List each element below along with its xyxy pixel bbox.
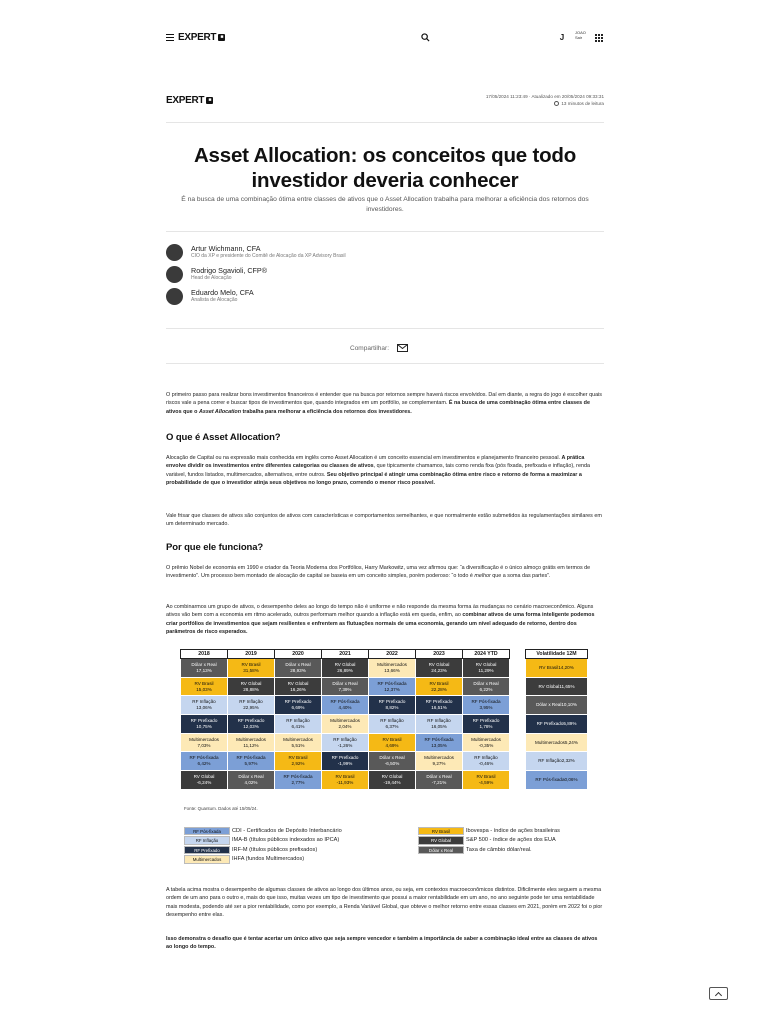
year-header: 2020 — [275, 650, 322, 659]
asset-class-label: RF Prefixado — [472, 717, 500, 723]
return-value: -19,44% — [383, 779, 401, 785]
asset-class-label: RV Global — [193, 773, 215, 779]
legend-text: Taxa de câmbio dólar/real. — [466, 846, 532, 853]
volatility-table — [525, 649, 588, 790]
asset-class-label: RV Global — [475, 661, 497, 667]
return-value: -0,35% — [478, 742, 494, 748]
return-value: 3,95% — [479, 705, 493, 711]
return-value: 8,82% — [385, 705, 399, 711]
asset-class-label: Dólar x Real — [285, 661, 311, 667]
asset-class-label: Dólar x Real — [536, 702, 562, 708]
table-row — [181, 752, 510, 771]
paragraph: Vale frisar que classes de ativos são conjuntos de ativos com características e comportamentos semelhantes, e que normalmente estão submetidos às regulamentações similares em um determinado mercado. — [166, 513, 602, 528]
return-value: -1,26% — [337, 742, 353, 748]
return-value: 17,13% — [196, 667, 212, 673]
table-cell — [369, 733, 416, 752]
vol-header: Volatilidade 12M — [526, 650, 588, 659]
chevron-up-icon — [715, 991, 722, 998]
table-row — [181, 733, 510, 752]
author-name: Artur Wichmann, CFA — [191, 244, 261, 253]
return-value: 13,66% — [384, 667, 400, 673]
table-cell — [322, 752, 369, 771]
legend-text: IRF-M (títulos públicos prefixados) — [232, 846, 318, 853]
asset-class-label: RV Brasil — [539, 664, 559, 670]
asset-class-label: RF Pós-fixada — [330, 699, 360, 705]
asset-class-label: RF Inflação — [380, 717, 404, 723]
section-heading: Por que ele funciona? — [166, 542, 264, 553]
return-value: 11,65% — [559, 683, 575, 689]
asset-class-label: RV Brasil — [288, 755, 308, 761]
table-row — [526, 733, 588, 752]
table-cell — [369, 659, 416, 678]
legend-text: S&P 500 - índice de ações dos EUA — [466, 837, 556, 844]
author-photo — [166, 244, 183, 261]
table-cell — [526, 696, 588, 715]
table-cell — [416, 715, 463, 734]
asset-class-label: RF Inflação — [538, 758, 562, 764]
table-row — [181, 659, 510, 678]
asset-class-label: RF Pós-fixada — [535, 776, 565, 782]
table-cell — [463, 659, 510, 678]
author-photo — [166, 288, 183, 305]
table-cell — [369, 677, 416, 696]
return-value: 4,02% — [244, 779, 258, 785]
user-avatar[interactable]: J — [559, 33, 565, 42]
table-cell — [275, 677, 322, 696]
section-heading: O que é Asset Allocation? — [166, 432, 281, 443]
return-value: 6,42% — [197, 761, 211, 767]
asset-class-label: RV Global — [334, 661, 356, 667]
table-cell — [275, 752, 322, 771]
return-value: 7,03% — [197, 742, 211, 748]
return-value: 24,23% — [431, 667, 447, 673]
year-header: 2023 — [416, 650, 463, 659]
divider — [166, 122, 604, 123]
year-header: 2024 YTD — [463, 650, 510, 659]
asset-class-label: Dólar x Real — [238, 773, 264, 779]
asset-class-label: RF Pós-fixada — [424, 736, 454, 742]
return-value: 16,26% — [290, 686, 306, 692]
scroll-to-top-button[interactable] — [709, 987, 728, 1000]
table-cell — [416, 659, 463, 678]
asset-class-label: RF Pós-fixada — [189, 755, 219, 761]
legend-item — [418, 826, 560, 836]
divider — [166, 231, 604, 232]
table-cell — [416, 677, 463, 696]
asset-class-label: RF Prefixado — [190, 717, 218, 723]
asset-class-label: RV Brasil — [382, 736, 402, 742]
asset-class-label: RF Inflação — [239, 699, 263, 705]
return-value: -11,93% — [336, 779, 354, 785]
asset-class-label: RV Global — [287, 680, 309, 686]
table-row — [181, 771, 510, 790]
asset-class-label: RF Inflação — [427, 717, 451, 723]
legend-right — [418, 826, 560, 855]
share-bar — [350, 344, 408, 352]
return-value: 10,10% — [561, 702, 577, 708]
return-value: 2,92% — [291, 761, 305, 767]
table-row — [526, 677, 588, 696]
asset-class-label: RF Inflação — [333, 736, 357, 742]
return-value: 22,95% — [243, 705, 259, 711]
menu-icon[interactable] — [166, 34, 174, 41]
table-row — [526, 696, 588, 715]
legend-swatch: RF Pós-fixada — [184, 827, 230, 836]
table-cell — [228, 715, 275, 734]
return-value: 1,78% — [479, 723, 493, 729]
table-cell — [228, 752, 275, 771]
mail-icon[interactable] — [397, 344, 408, 352]
table-row — [526, 715, 588, 734]
asset-class-label: Multimercados — [471, 736, 501, 742]
return-value: 13,05% — [431, 742, 447, 748]
article-title: Asset Allocation: os conceitos que todo investidor deveria conhecer — [193, 144, 577, 192]
author-role: Head de Alocação — [191, 275, 232, 281]
legend-swatch: RV Brasil — [418, 827, 464, 836]
author-name: Rodrigo Sgavioli, CFP® — [191, 266, 268, 275]
paragraph: Ao combinarmos um grupo de ativos, o desempenho deles ao longo do tempo não é uniforme e não responde da mesma forma às mudanças no cenário macroeconômico. Alguns ativos vão bem com a economia em ritmo acelerado, outros performam melhor quando a inflação está em queda, enfim, ao combinar ativos de uma forma inteligente podemos criar portfólios de investimentos que sejam resilientes e enfrentem as flutuações normais de uma economia, gerando um nível adequado de retorno, dentro dos parâmetros de risco esperados. — [166, 604, 595, 636]
legend-text: CDI - Certificados de Depósito Interbancário — [232, 827, 342, 834]
table-cell — [228, 677, 275, 696]
clock-icon — [554, 101, 559, 106]
table-cell — [322, 771, 369, 790]
legend-text: IMA-B (títulos públicos indexados ao IPCA) — [232, 837, 340, 844]
return-value: 2,77% — [291, 779, 305, 785]
asset-class-label: Multimercados — [236, 736, 266, 742]
expert-logo[interactable]: EXPERT ■ — [178, 32, 225, 43]
paragraph: O primeiro passo para realizar bons investimentos financeiros é entender que na busca por retornos sempre haverá riscos envolvidos. Daí em diante, a regra do jogo é escolher quais riscos vale a pena correr e buscar tipos de investimentos que, quando integrados em um portfólio, se complementam. É na busca de uma combinação ótima entre classes de ativos que o Asset Allocation trabalha para melhorar a eficiência dos retornos dos investidores. — [166, 392, 602, 415]
return-value: 6,37% — [385, 723, 399, 729]
asset-class-label: RV Brasil — [476, 773, 496, 779]
table-cell — [181, 771, 228, 790]
asset-class-label: Dólar x Real — [332, 680, 358, 686]
return-value: 16,05% — [431, 723, 447, 729]
asset-class-label: Dólar x Real — [191, 661, 217, 667]
asset-class-label: RV Brasil — [241, 661, 261, 667]
paragraph: Isso demonstra o desafio que é tentar acertar um único ativo que seja sempre vencedor e também a importância de saber a combinação ideal entre as classes de ativos ao longo do tempo. — [166, 936, 598, 951]
asset-class-label: RV Brasil — [194, 680, 214, 686]
return-value: -7,21% — [431, 779, 447, 785]
table-cell — [181, 677, 228, 696]
table-cell — [181, 752, 228, 771]
share-label: Compartilhar: — [350, 344, 390, 352]
author-card[interactable] — [166, 288, 254, 305]
table-row — [181, 677, 510, 696]
author-card[interactable] — [166, 266, 267, 283]
top-navigation — [0, 0, 768, 70]
search-icon[interactable] — [421, 33, 430, 42]
legend-item — [184, 855, 342, 865]
table-cell — [275, 715, 322, 734]
legend-swatch: Dólar x Real — [418, 846, 464, 855]
asset-class-label: Dólar x Real — [473, 680, 499, 686]
return-value: 15,03% — [196, 686, 212, 692]
year-header: 2018 — [181, 650, 228, 659]
table-cell — [322, 696, 369, 715]
asset-class-label: RF Pós-fixada — [471, 699, 501, 705]
legend-item — [418, 845, 560, 855]
return-value: 28,93% — [290, 667, 306, 673]
table-row — [526, 659, 588, 678]
table-cell — [463, 752, 510, 771]
table-cell — [322, 677, 369, 696]
table-cell — [416, 733, 463, 752]
return-value: 13,06% — [196, 705, 212, 711]
table-cell — [275, 771, 322, 790]
table-row — [526, 771, 588, 790]
publish-date: 17/05/2024 11:23:49 · Atualizado em 20/05/2024 09:33:31 — [485, 94, 604, 99]
paragraph: O prêmio Nobel de economia em 1990 e criador da Teoria Moderna dos Portfólios, Harry Markowitz, uma vez afirmou que: “a diversificação é o único almoço grátis em termos de investimento”. Um processo bem montado de alocação de capital se baseia em um conceito simples, porém poderoso: “o todo é melhor que a soma das partes”. — [166, 565, 591, 580]
table-cell — [181, 715, 228, 734]
table-cell — [526, 715, 588, 734]
year-header: 2022 — [369, 650, 416, 659]
legend-swatch: Multimercados — [184, 855, 230, 864]
asset-class-label: RV Global — [381, 773, 403, 779]
table-cell — [463, 677, 510, 696]
return-value: 5,97% — [244, 761, 258, 767]
table-row — [526, 752, 588, 771]
table-cell — [463, 696, 510, 715]
asset-class-label: RF Inflação — [192, 699, 216, 705]
return-value: 28,88% — [243, 686, 259, 692]
asset-class-label: Multimercados — [283, 736, 313, 742]
article-dates — [486, 93, 604, 107]
table-cell — [526, 771, 588, 790]
divider — [166, 363, 604, 364]
return-value: 5,24% — [564, 739, 578, 745]
table-cell — [369, 696, 416, 715]
return-value: 26,89% — [337, 667, 353, 673]
divider — [166, 328, 604, 329]
legend-swatch: RF Inflação — [184, 836, 230, 845]
author-card[interactable] — [166, 244, 346, 261]
table-cell — [228, 733, 275, 752]
asset-class-label: Multimercados — [189, 736, 219, 742]
asset-class-label: Dólar x Real — [379, 755, 405, 761]
asset-class-label: RF Prefixado — [284, 699, 312, 705]
asset-class-label: Multimercados — [535, 739, 565, 745]
return-value: 9,27% — [432, 761, 446, 767]
table-cell — [181, 696, 228, 715]
user-name-logout[interactable]: JOAO Sair — [575, 30, 586, 40]
table-cell — [228, 771, 275, 790]
table-cell — [369, 715, 416, 734]
table-cell — [526, 733, 588, 752]
legend-swatch: RF Prefixado — [184, 846, 230, 855]
legend-text: Ibovespa - índice de ações brasileiras — [466, 827, 560, 834]
return-value: 2,32% — [561, 758, 575, 764]
asset-class-label: Dólar x Real — [426, 773, 452, 779]
return-value: 5,89% — [563, 720, 577, 726]
table-cell — [526, 677, 588, 696]
return-value: 16,51% — [431, 705, 447, 711]
year-header: 2019 — [228, 650, 275, 659]
table-cell — [463, 771, 510, 790]
read-time: 13 minutos de leitura — [486, 100, 604, 107]
table-cell — [463, 733, 510, 752]
return-value: 10,75% — [196, 723, 212, 729]
asset-class-label: RF Inflação — [474, 755, 498, 761]
asset-class-label: Multimercados — [424, 755, 454, 761]
year-header: 2021 — [322, 650, 369, 659]
table-row — [181, 696, 510, 715]
table-cell — [526, 752, 588, 771]
asset-class-label: RF Pós-fixada — [283, 773, 313, 779]
asset-class-label: Multimercados — [330, 717, 360, 723]
return-value: -6,24% — [196, 779, 212, 785]
return-value: 2,04% — [338, 723, 352, 729]
return-value: 6,22% — [479, 686, 493, 692]
return-value: 5,51% — [291, 742, 305, 748]
legend-item — [418, 836, 560, 846]
return-value: 31,58% — [243, 667, 259, 673]
asset-class-label: RF Prefixado — [237, 717, 265, 723]
legend-swatch: RV Global — [418, 836, 464, 845]
return-value: -6,50% — [384, 761, 400, 767]
return-value: 11,12% — [243, 742, 259, 748]
return-value: 12,37% — [384, 686, 400, 692]
asset-class-label: RF Prefixado — [536, 720, 564, 726]
table-cell — [181, 733, 228, 752]
table-cell — [322, 659, 369, 678]
return-value: 12,03% — [243, 723, 259, 729]
legend-item — [184, 836, 342, 846]
asset-class-label: RF Prefixado — [425, 699, 453, 705]
expert-logo-meta: EXPERT ■ — [166, 95, 213, 106]
author-name: Eduardo Melo, CFA — [191, 288, 254, 297]
return-value: 0,06% — [564, 776, 578, 782]
table-cell — [369, 771, 416, 790]
author-photo — [166, 266, 183, 283]
asset-class-label: RF Pós-fixada — [377, 680, 407, 686]
article-subtitle: É na busca de uma combinação ótima entre classes de ativos que o Asset Allocation trabalha para melhorar a eficiência dos retornos dos investidores. — [181, 196, 589, 213]
table-cell — [526, 659, 588, 678]
table-source: Fonte: Quantum. Dados até 15/05/24. — [184, 806, 258, 811]
legend-item — [184, 826, 342, 836]
table-row — [181, 715, 510, 734]
author-role: CIO da XP e presidente do Comitê de Alocação da XP Advisory Brasil — [191, 253, 346, 259]
legend-item — [184, 845, 342, 855]
asset-class-label: RV Global — [240, 680, 262, 686]
table-cell — [275, 696, 322, 715]
asset-class-label: Multimercados — [377, 661, 407, 667]
table-cell — [181, 659, 228, 678]
return-value: 11,29% — [478, 667, 494, 673]
table-cell — [275, 733, 322, 752]
table-cell — [416, 752, 463, 771]
return-value: -0,46% — [478, 761, 494, 767]
asset-class-label: RV Brasil — [335, 773, 355, 779]
apps-grid-icon[interactable] — [595, 34, 603, 42]
paragraph: A tabela acima mostra o desempenho de algumas classes de ativos ao longo dos últimos anos, ou seja, em contextos macroeconômicos distintos. Dificilmente eles seguem a mesma ordem de um ano para o outro e, mais do que isso, muitas vezes um tipo de investimento que possui a maior rentabilidade em um ano, no ano seguinte pode ter uma rentabilidade mais modesta, podendo até ser a pior rentabilidade, como por exemplo, a Renda Variável Global, que obteve o melhor retorno entre essas classes em 2021, porém em 2022 foi o pior desempenho entre elas. — [166, 887, 603, 919]
table-cell — [322, 733, 369, 752]
return-value: -4,59% — [478, 779, 494, 785]
table-cell — [275, 659, 322, 678]
return-value: 22,28% — [431, 686, 447, 692]
asset-class-label: RV Brasil — [429, 680, 449, 686]
table-cell — [416, 771, 463, 790]
asset-class-label: RF Inflação — [286, 717, 310, 723]
table-cell — [322, 715, 369, 734]
return-value: 14,20% — [558, 664, 574, 670]
table-cell — [463, 715, 510, 734]
return-value: 4,40% — [338, 705, 352, 711]
asset-class-label: RF Prefixado — [378, 699, 406, 705]
return-value: 6,69% — [291, 705, 305, 711]
author-role: Analista de Alocação — [191, 297, 238, 303]
legend-text: IHFA (fundos Multimercados) — [232, 856, 305, 863]
asset-class-label: RV Global — [428, 661, 450, 667]
return-value: 4,69% — [385, 742, 399, 748]
asset-class-performance-table — [180, 649, 510, 790]
table-cell — [416, 696, 463, 715]
return-value: -1,99% — [337, 761, 353, 767]
asset-class-label: RF Pós-fixada — [236, 755, 266, 761]
paragraph: Alocação de Capital ou na expressão mais conhecida em inglês como Asset Allocation é um conceito essencial em investimentos e planejamento financeiro pessoal. A prática envolve dividir os investimentos entre diferentes categorias ou classes de ativos, que tipicamente chamamos, tais como renda fixa (pós fixada, prefixada e inflação), renda variável, fundos listados, multimercados, alternativos, entre outros. Seu objetivo principal é atingir uma combinação ótima entre risco e retorno de forma a maximizar a probabilidade de que o investidor atinja seus objetivos no longo prazo, correndo o menor risco possível. — [166, 455, 590, 487]
asset-class-label: RF Prefixado — [331, 755, 359, 761]
asset-class-label: RV Global — [538, 683, 560, 689]
legend-left — [184, 826, 342, 864]
return-value: 6,41% — [291, 723, 305, 729]
table-cell — [228, 696, 275, 715]
table-cell — [228, 659, 275, 678]
return-value: 7,39% — [338, 686, 352, 692]
table-cell — [369, 752, 416, 771]
